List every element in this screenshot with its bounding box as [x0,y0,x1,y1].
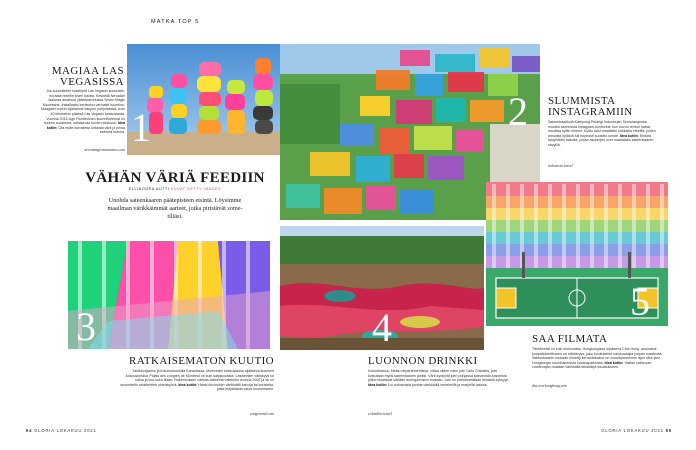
item-4-body-text: Kolumbiassa, Metan departementissa, virtaa viiden värin joki Caño Cristales, jota kutsutaan myös sateenkaaren joeksi. Värit syntyvät joen pohjassa kasvavista kasveista, jotka muuttavat väriään auringonvalon mukaan. Joki on parhaimmillaan kesästä syksyyn. [368,369,510,383]
left-publication: GLORIA LOKAKUU 2021 [34,428,97,433]
dek: Unohda sateenkaaren päätepisteen etsintä. Löysimme maailman värikkäimmät aarteet, jotka piristävät some-tiliäsi. [107,197,243,220]
item-1-body-text: Jos suunnittelet roadtripiä Las Vegasin suunnalle, huraata reiteille kiveri kautta. Keskellä Nevadan laakeaa aroaluua yllätelpalvelussa Seven Magic Mountains -installaatio kertautuu varmasti huomion. Maagiset vuoret sijaitsevat kaupun pohjoisessa, noin 40 kilometrin päässä Las Vegasin keskustasta. Vuonna 2016 Ugo Rondinonen suunnittelemat on suuren suosioma, valaisevaa kuvien keskuus. [41,89,125,126]
item-1-tip-label: Idea kotiin: [46,121,125,130]
item-1-title [40,66,124,88]
item-1-title-line1: MAGIAA LAS [51,65,124,77]
item-1-tip: Ota esille korostetut kirkkaat värit ja pinoa esineitä kotona. [58,125,125,135]
item-2-body-text: Sateenkaarikylä Kampung Pelangi Indonesian Semarangessa muuttui slummista Instagram-kohteeksi, kun kuvun rehtori halusi muuttaa kylän ilmeen. Kylän talot maalattiin kirkkailla väreillä, joiden ansiosta kylästä tuli nopeasti suosittu kohde. [548,120,656,138]
item-4-tip-label: Idea kotiin: [368,382,387,387]
item-4-body [368,369,512,387]
footer-left [26,428,97,433]
item-5-title: SAA FILMATA [532,333,608,345]
item-4-title: LUONNON DRINKKI [368,355,478,367]
right-page-number: 65 [665,428,672,433]
photo-cano-cristales [280,226,484,350]
photo-choi-hung [486,182,668,326]
item-5-tip: Valitse vaihtuvan vuodenajan mukaan värikkäitä tekstiilejä sisustukseen. [532,360,652,370]
item-3-body-text: Taidekorjaamo ja kokoontumistila Kanadassa. Montrealin keskustassa sijaitseva ikoninen kokouskeskus Palais des congrès de Montréal on kuin sarjakuvasta. Lasiseinien värikkyys toi valoa ja iloa koko tilaan. Rakennuksen värikäs lasiseinä valmistui vuonna 2002 ja se on suunniteltu arkkitehtien yhteistyönä. [120,369,274,387]
item-2-title-line1: SLUMMISTA [548,95,616,107]
item-2-title [548,96,658,118]
left-page-number: 64 [26,428,33,433]
item-3-credit: congresmtl.com [249,412,274,416]
item-2-tip: Ehdota taloyhtiölle talkoita, joissa asuntojen ovet maalataan sateenkaaren sävyillä. [548,133,654,147]
item-1-credit: sevenmagicmountains.com [84,148,125,152]
item-5-tip-label: Idea kotiin: [604,360,624,365]
item-1-body [38,89,125,135]
item-4-tip: Loi aurinkoisia juomia värikkäillä hedelmillä ja marjoilla lasissa. [387,382,488,387]
photo-palais-des-congres [68,241,270,349]
section-kicker: MATKA TOP 5 [151,19,200,25]
item-2-credit: indonesia.travel [548,164,573,168]
item-5-credit: discoverhongkong.com [532,384,568,388]
byline-author: ELLINOORA AUTTI [128,187,170,191]
item-number-5: 5 [630,279,650,324]
byline-photos: KUVAT GETTY IMAGES [171,187,222,191]
item-number-1: 1 [131,105,151,150]
item-1-title-line2: VEGASISSA [59,76,124,88]
right-publication: GLORIA LOKAKUU 2021 [601,428,664,433]
item-3-body [118,369,274,392]
item-number-2: 2 [508,89,528,134]
page-title: VÄHÄN VÄRIÄ FEEDIIN [85,170,265,186]
item-2-tip-label: Idea kotiin: [619,133,639,138]
byline [76,187,274,191]
item-number-3: 3 [76,304,96,349]
item-2-body [548,120,658,148]
item-3-tip: Hanki ikkunoihin värikkäitä kalvoja tai koristeita, jotka heijastavat valoa huoneeseen. [198,382,274,392]
item-number-4: 4 [372,305,392,350]
item-5-body [532,347,668,370]
item-2-title-line2: INSTAGRAMIIN [548,106,633,118]
item-4-credit: colombia.travel [368,412,392,416]
item-5-body-text: Tähtikenttä on kuin elokuvasta. Hongkongissa sijaitseva Choi Hung -asuinalue koripallokenttineen on nähtävyys, joka houkuttelee valokuvaajia ympäri maailmaa. Sateenkaaren mukaan nimetty kerrostaloalue on vuosikymmenien ajan ollut yksi Hongkongin suosituimmista kuvauspaikoista. [532,347,663,365]
photo-seven-magic-mountains [127,44,303,155]
item-3-title: RATKAISEMATON KUUTIO [129,355,274,367]
footer-right [601,428,672,433]
item-3-tip-label: Idea kotiin: [178,382,198,387]
